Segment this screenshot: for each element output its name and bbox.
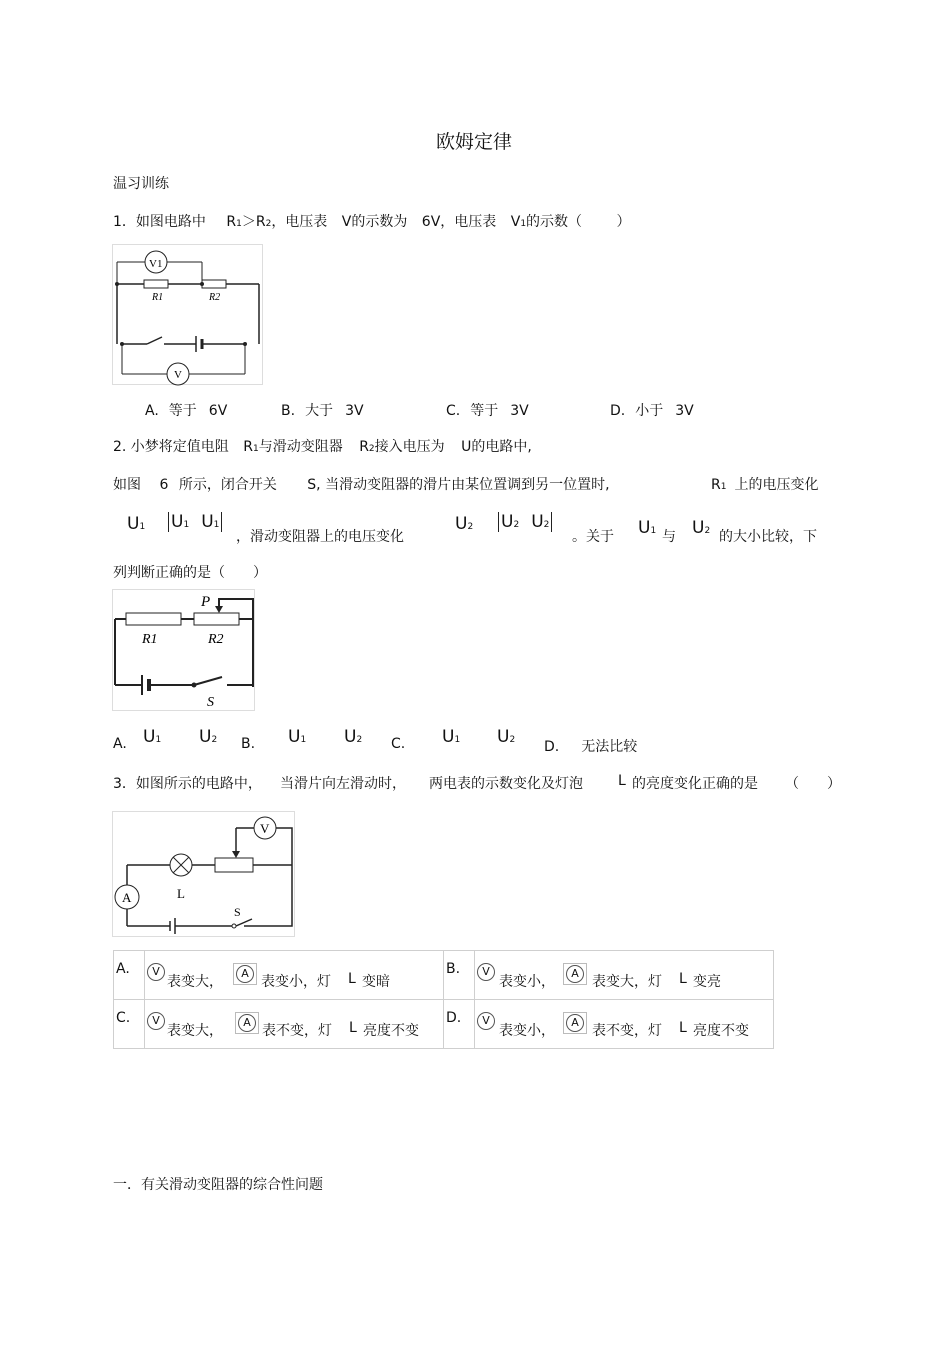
q2-line1-d: 的电路中, (471, 439, 532, 455)
q2-slider-arrow-icon (215, 606, 223, 613)
q1-fig-v-label: V (174, 369, 182, 381)
q1-option-d[interactable] (610, 400, 694, 420)
q2-rheostat-r2-icon (194, 613, 239, 625)
q1-node-bl (120, 342, 124, 346)
q1-opt-d-text: 小于 (635, 403, 664, 419)
q1-r2: R (255, 214, 266, 230)
q2-abs-u1-b-sub: 1 (213, 520, 220, 530)
q2-switch-icon (194, 677, 222, 685)
q2-line2-d: 上的电压变化 (734, 477, 819, 493)
q1-opt-b-text: 大于 (305, 403, 334, 419)
q2-r2-sub: 2 (368, 444, 375, 454)
q2-r2: R (359, 439, 369, 455)
q2-abs-u1 (168, 512, 222, 532)
q2-ob-u2: U (344, 727, 357, 747)
q2-line1-b: 与滑动变阻器 (258, 439, 343, 455)
q2-switch-s: S, (307, 477, 321, 493)
q3-wire-right (236, 828, 292, 926)
q2-line3-tail: 的大小比较，下 (719, 529, 817, 545)
q3-paren: （ ） (785, 776, 841, 792)
q2-opt-c-u2 (497, 727, 515, 747)
q2-oa-u2: U (199, 727, 212, 747)
q3-opt-b-a-text: 表变大，灯 (592, 974, 662, 990)
q2-fig-num: 6 (159, 477, 169, 493)
q1-r2-sub: 2 (265, 219, 272, 229)
q2-abs-u1-a: U (171, 512, 184, 532)
q2-delta-u2 (455, 514, 473, 534)
q2-delta-u1 (127, 514, 145, 534)
q2-line1-c: 接入电压为 (374, 439, 445, 455)
voltmeter-icon: V (147, 963, 165, 981)
q1-node-br (243, 342, 247, 346)
q2-line3-about: 。关于 (572, 529, 614, 545)
q3-text-c: 两电表的示数变化及灯泡 (429, 776, 583, 792)
q3-opt-b-tail: 变亮 (693, 974, 721, 990)
q2-line2-a: 如图 (113, 477, 141, 493)
q2-oc-u-sub: 1 (454, 735, 461, 745)
q2-line-4: 列判断正确的是（ ） (113, 565, 267, 581)
q3-opt-c-cell[interactable] (145, 1000, 444, 1049)
q2-u: U (461, 439, 472, 455)
q3-rheostat-icon (215, 858, 253, 872)
q1-text-b: 的示数为 (351, 214, 408, 230)
q1-text-a: ，电压表 (271, 214, 328, 230)
ammeter-icon-box (563, 963, 587, 985)
q2-opt-c-u1 (442, 727, 460, 747)
q2-resistor-r1-icon (126, 613, 181, 625)
q2-compare-u1 (638, 518, 656, 538)
q3-opt-b-v-text: 表变小， (499, 974, 555, 990)
q2-opt-d-letter: D. (544, 739, 560, 755)
page-title: 欧姆定律 (436, 131, 513, 153)
q2-oc-u2: U (497, 727, 510, 747)
q1-opt-c-letter: C. (446, 403, 461, 419)
q3-opt-d-letter: D. (446, 1010, 462, 1026)
q3-opt-d-letter-cell[interactable] (444, 1000, 475, 1049)
q2-du1-u: U (127, 514, 140, 534)
q1-v: V (341, 214, 352, 230)
q2-line2-c: 当滑动变阻器的滑片由某位置调到另一位置时, (325, 477, 610, 493)
q1-fig-r1-label: R1 (152, 292, 164, 303)
q2-oa-u2-sub: 2 (211, 735, 218, 745)
ammeter-icon-box (233, 963, 257, 985)
q2-cmp-u2: U (692, 518, 705, 538)
q2-cmp-u1-sub: 1 (650, 526, 657, 536)
q3-opt-b-cell[interactable] (475, 951, 774, 1000)
q2-circuit-figure (112, 589, 256, 712)
q2-fig-s-label: S (207, 695, 214, 710)
q2-option-a-letter[interactable]: A. (113, 736, 127, 752)
q2-option-b-letter[interactable]: B. (241, 736, 256, 752)
q2-abs-u2-a-sub: 2 (513, 520, 520, 530)
q3-text-b: 当滑片向左滑动时， (280, 776, 406, 792)
q3-switch-icon (236, 919, 252, 926)
ammeter-icon: A (238, 1014, 256, 1032)
q2-r1b: R (711, 477, 721, 493)
q1-text-c: ，电压表 (440, 214, 497, 230)
q2-abs-u1-b: U (201, 512, 214, 532)
q2-cmp-u2-sub: 2 (704, 526, 711, 536)
ammeter-icon: A (236, 965, 254, 983)
q2-du2-sub: 2 (467, 522, 474, 532)
q2-fig-r2-label: R2 (208, 632, 224, 647)
q2-line-2 (113, 474, 823, 494)
q3-l: L (618, 773, 626, 789)
q2-r1b-sub: 1 (720, 482, 727, 492)
q2-du2-u: U (455, 514, 468, 534)
q2-ob-u: U (288, 727, 301, 747)
q1-stem (113, 211, 631, 231)
q3-opt-a-letter: A. (116, 961, 130, 977)
q2-r1-sub: 1 (253, 444, 259, 454)
q2-oc-u: U (442, 727, 455, 747)
q2-opt-b-u1 (288, 727, 306, 747)
q2-cmp-u1: U (638, 518, 651, 538)
ammeter-icon-box (235, 1012, 259, 1034)
q2-line-1 (113, 436, 532, 456)
q2-r1: R (243, 439, 253, 455)
q1-opt-a-letter: A. (145, 403, 159, 419)
q3-text-a: 3．如图所示的电路中， (113, 776, 262, 792)
q1-node-left (115, 282, 119, 286)
q1-opt-b-value: 3V (345, 403, 364, 419)
q3-opt-a-letter-cell[interactable] (114, 951, 145, 1000)
q3-opt-c-tail: 亮度不变 (363, 1023, 419, 1039)
q3-fig-s-label: S (234, 905, 241, 919)
q2-ob-u-sub: 1 (300, 735, 307, 745)
q3-opt-c-v-text: 表变大， (167, 1023, 223, 1039)
ammeter-icon: A (566, 1014, 584, 1032)
q3-opt-a-a-text: 表变小，灯 (261, 974, 331, 990)
q3-slider-arrow-icon (232, 851, 240, 858)
ammeter-icon-box (563, 1012, 587, 1034)
q3-opt-a-tail: 变暗 (362, 974, 390, 990)
q2-fig-r1-label: R1 (142, 632, 158, 647)
q2-abs-u2-b: U (531, 512, 544, 532)
q1-opt-a-text: 等于 (168, 403, 197, 419)
q3-opt-d-tail: 亮度不变 (693, 1023, 749, 1039)
q2-du1-sub: 1 (139, 522, 146, 532)
q1-opt-d-value: 3V (675, 403, 694, 419)
q3-opt-b-letter-cell[interactable] (444, 951, 475, 1000)
q2-abs-u2-b-sub: 2 (543, 520, 550, 530)
q3-text-d: 的亮度变化正确的是 (632, 776, 758, 792)
q3-fig-l-label: L (177, 886, 185, 901)
q3-opt-d-cell[interactable] (475, 1000, 774, 1049)
table-row (114, 951, 774, 1000)
q2-line3-mid: ，滑动变阻器上的电压变化 (236, 529, 404, 545)
q3-opt-c-a-text: 表不变，灯 (262, 1023, 332, 1039)
q2-opt-a-u2 (199, 727, 217, 747)
table-row (114, 1000, 774, 1049)
q2-opt-d-text: 无法比较 (581, 739, 638, 755)
q2-fig-p-label: P (201, 594, 211, 610)
section-heading-warmup: 温习训练 (113, 176, 169, 192)
q3-opt-a-cell[interactable] (145, 951, 444, 1000)
q3-fig-a-label: A (122, 890, 132, 905)
q1-opt-c-text: 等于 (470, 403, 499, 419)
q3-opt-d-a-text: 表不变，灯 (592, 1023, 662, 1039)
q3-circuit-figure (112, 811, 296, 938)
q1-opt-c-value: 3V (510, 403, 529, 419)
q1-opt-d-letter: D. (610, 403, 626, 419)
q2-opt-a-u1 (143, 727, 161, 747)
q1-opt-b-letter: B. (281, 403, 296, 419)
q2-ob-u2-sub: 2 (356, 735, 363, 745)
q3-fig-v-label: V (260, 821, 270, 836)
q1-circuit-figure (112, 244, 264, 386)
q2-abs-u1-a-sub: 1 (183, 520, 190, 530)
q2-line2-b: 所示，闭合开关 (178, 477, 277, 493)
q2-line3-and: 与 (662, 529, 676, 545)
q1-v1: V (510, 214, 521, 230)
q3-opt-b-l: L (679, 971, 687, 987)
section-heading-1: 一．有关滑动变阻器的综合性问题 (113, 1177, 323, 1193)
q2-option-d[interactable] (544, 736, 637, 756)
q2-oc-u2-sub: 2 (509, 735, 516, 745)
q3-opt-c-letter-cell[interactable] (114, 1000, 145, 1049)
q1-fig-v1-label: V1 (149, 258, 163, 270)
q1-r1-sub: 1 (236, 219, 242, 229)
voltmeter-icon: V (147, 1012, 165, 1030)
q2-abs-u2-a: U (501, 512, 514, 532)
q3-opt-b-letter: B. (446, 961, 461, 977)
voltmeter-icon: V (477, 963, 495, 981)
q2-opt-b-u2 (344, 727, 362, 747)
q1-opt-a-value: 6V (208, 403, 228, 419)
q1-text-d: 的示数（ (526, 214, 583, 230)
q1-value: 6V (421, 214, 441, 230)
q2-line1-a: 2. 小梦将定值电阻 (113, 439, 229, 455)
q3-opt-c-l: L (349, 1020, 357, 1036)
q1-paren: ） (616, 214, 631, 230)
q3-switch-pivot (232, 924, 236, 928)
q3-opt-a-l: L (348, 971, 356, 987)
q1-node-mid (200, 282, 204, 286)
q1-resistor-r2-icon (202, 280, 226, 288)
q3-opt-c-letter: C. (116, 1010, 131, 1026)
q1-fig-r2-label: R2 (209, 292, 221, 303)
q1-gt: ＞ (241, 214, 256, 230)
q3-opt-d-v-text: 表变小， (499, 1023, 555, 1039)
q1-v1-sub: 1 (520, 219, 527, 229)
q1-r1: R (226, 214, 237, 230)
ammeter-icon: A (566, 965, 584, 983)
q2-compare-u2 (692, 518, 710, 538)
q3-opt-a-v-text: 表变大， (167, 974, 223, 990)
q1-switch-icon (147, 337, 162, 344)
q2-wire-slider (219, 599, 253, 687)
q3-opt-d-l: L (679, 1020, 687, 1036)
q2-option-c-letter[interactable]: C. (391, 736, 406, 752)
q1-option-a[interactable] (145, 400, 227, 420)
q1-resistor-r1-icon (144, 280, 168, 288)
voltmeter-icon: V (477, 1012, 495, 1030)
q3-stem (113, 773, 843, 793)
q1-option-c[interactable] (446, 400, 529, 420)
q2-abs-u2 (498, 512, 552, 532)
q3-options-table (113, 950, 774, 1049)
q2-oa-u: U (143, 727, 156, 747)
q1-num: 1．如图电路中 (113, 214, 206, 230)
q1-option-b[interactable] (281, 400, 364, 420)
q2-oa-u-sub: 1 (155, 735, 162, 745)
